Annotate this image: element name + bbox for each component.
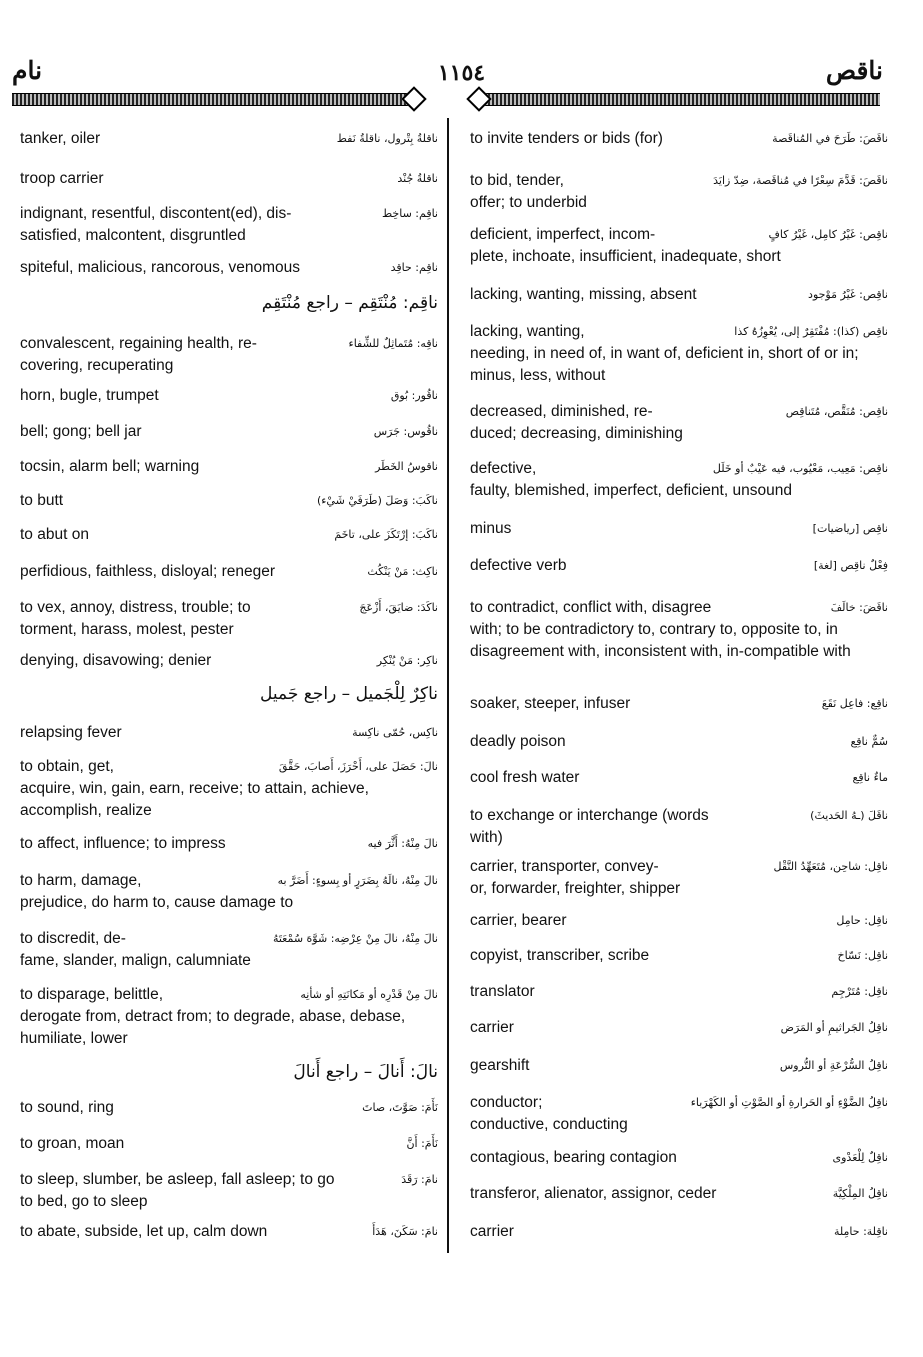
dictionary-entry xyxy=(470,170,888,214)
arabic-headword: نالَ: أَنالَ – راجع أَنالَ xyxy=(293,1062,438,1082)
english-definition xyxy=(470,767,888,789)
dictionary-entry xyxy=(20,456,438,478)
english-definition xyxy=(470,1147,888,1169)
arabic-headword: ناقِلُ الضَّوْءِ أو الحَرارةِ أو الصَّوْتِ أو الكَهْرَباء xyxy=(690,1096,888,1109)
definition-line: lacking, wanting, xyxy=(470,323,585,340)
english-definition xyxy=(20,385,438,407)
definition-line: to contradict, conflict with, disagree xyxy=(470,599,712,616)
english-definition xyxy=(20,650,438,672)
definition-line: to disparage, belittle, xyxy=(20,986,164,1003)
english-definition xyxy=(470,910,888,932)
dictionary-entry xyxy=(470,805,888,849)
definition-continuation: conductive, conducting xyxy=(470,1116,628,1133)
definition-line: to butt xyxy=(20,492,64,509)
definition-line: to exchange or interchange (words xyxy=(470,807,709,824)
arabic-headword: ناقِلُ المِلْكِيَّة xyxy=(832,1187,888,1200)
definition-continuation: torment, harass, molest, pester xyxy=(20,621,234,638)
arabic-headword: ناقِم: مُنْتَقِم – راجع مُنْتَقِم xyxy=(261,293,438,313)
definition-line: cool fresh water xyxy=(470,769,580,786)
dictionary-entry xyxy=(470,693,888,715)
arabic-headword: ناقلةُ جُنْد xyxy=(397,172,438,185)
definition-line: minus xyxy=(470,520,512,537)
definition-line: denying, disavowing; denier xyxy=(20,652,212,669)
english-definition xyxy=(20,1133,438,1155)
definition-line: tanker, oiler xyxy=(20,130,101,147)
dictionary-entry xyxy=(20,257,438,279)
definition-line: transferor, alienator, assignor, ceder xyxy=(470,1185,717,1202)
arabic-headword: نامَ: سَكَنَ، هَدَأَ xyxy=(372,1225,438,1238)
definition-line: conductor; xyxy=(470,1094,543,1111)
definition-line: translator xyxy=(470,983,535,1000)
definition-continuation: fame, slander, malign, calumniate xyxy=(20,952,251,969)
arabic-headword: ناقِل: شاحِن، مُتَعَهِّدُ النَّقْل xyxy=(773,860,888,873)
dictionary-entry xyxy=(20,833,438,855)
arabic-headword: ناكَبَ: إرْتَكَزَ على، تاخَمَ xyxy=(334,528,438,541)
arabic-headword: ناقِلُ السُّرْعَةِ أو التُّروس xyxy=(779,1059,888,1072)
arabic-headword: فِعْلٌ ناقِص [لغة] xyxy=(813,559,888,572)
definition-line: relapsing fever xyxy=(20,724,122,741)
dictionary-entry xyxy=(20,203,438,247)
definition-line: to sleep, slumber, be asleep, fall asleep; to go xyxy=(20,1171,335,1188)
definition-line: defective verb xyxy=(470,557,567,574)
definition-line: perfidious, faithless, disloyal; reneger xyxy=(20,563,276,580)
arabic-headword: سُمٌّ ناقِع xyxy=(850,735,888,748)
english-definition xyxy=(20,203,438,247)
arabic-headword: ناقِل: نَسّاخ xyxy=(837,949,888,962)
dictionary-entry xyxy=(20,683,438,707)
definition-line: to abate, subside, let up, calm down xyxy=(20,1223,268,1240)
definition-line: carrier xyxy=(470,1223,514,1240)
guide-word-left: نام xyxy=(12,56,43,85)
dictionary-entry xyxy=(470,284,888,306)
arabic-headword: ناقِل: مُتَرْجِم xyxy=(831,985,888,998)
definition-continuation: derogate from, detract from; to degrade, abase, debase, humiliate, lower xyxy=(20,1008,406,1047)
arabic-headword: ناكِر: مَنْ يُنْكِر xyxy=(376,654,438,667)
left-column xyxy=(20,0,438,1357)
definition-line: to groan, moan xyxy=(20,1135,125,1152)
dictionary-entry xyxy=(470,128,888,150)
arabic-headword: ناقَصَ: طَرَحَ في المُناقَصة xyxy=(772,132,888,145)
arabic-headword: ناقِم: ساخِط xyxy=(381,207,438,220)
english-definition xyxy=(470,981,888,1003)
arabic-headword: ناقِص (كذا): مُفْتَقِرٌ إلى، يُعْوِزُهُ كذا xyxy=(734,325,888,338)
dictionary-entry xyxy=(470,1017,888,1039)
dictionary-entry xyxy=(20,421,438,443)
definition-line: to abut on xyxy=(20,526,89,543)
arabic-headword: ناقوسُ الخَطَر xyxy=(375,460,438,473)
definition-continuation: acquire, win, gain, earn, receive; to attain, achieve, accomplish, realize xyxy=(20,780,369,819)
definition-line: contagious, bearing contagion xyxy=(470,1149,677,1166)
english-definition xyxy=(470,1183,888,1205)
arabic-headword: نالَ: حَصَلَ على، أَحْرَزَ، أَصابَ، حَقَّقَ xyxy=(278,760,438,773)
arabic-headword: ناكَبَ: وَصَلَ (طَرَفَيْ شَيْء) xyxy=(316,494,438,507)
arabic-headword: ناكِث: مَنْ يَنْكُث xyxy=(367,565,438,578)
dictionary-entry xyxy=(470,597,888,663)
arabic-headword: ناقِص [رياضيات] xyxy=(812,522,888,535)
definition-line: to harm, damage, xyxy=(20,872,142,889)
definition-line: defective, xyxy=(470,460,537,477)
dictionary-entry xyxy=(20,722,438,744)
definition-line: copyist, transcriber, scribe xyxy=(470,947,650,964)
definition-continuation: covering, recuperating xyxy=(20,357,174,374)
dictionary-entry xyxy=(20,292,438,316)
definition-line: tocsin, alarm bell; warning xyxy=(20,458,200,475)
dictionary-entry xyxy=(470,458,888,502)
definition-line: lacking, wanting, missing, absent xyxy=(470,286,697,303)
arabic-headword: ناقُوس: جَرَس xyxy=(373,425,438,438)
dictionary-entry xyxy=(20,561,438,583)
dictionary-entry xyxy=(20,1169,438,1213)
english-definition xyxy=(470,1221,888,1243)
arabic-headword: ناقِلة: حامِلة xyxy=(834,1225,888,1238)
dictionary-entry xyxy=(20,870,438,914)
definition-line: deadly poison xyxy=(470,733,566,750)
arabic-headword: ناقِص: مُنَقَّص، مُتَناقِص xyxy=(785,405,888,418)
definition-line: carrier, bearer xyxy=(470,912,567,929)
definition-line: decreased, diminished, re- xyxy=(470,403,653,420)
arabic-headword: ناقَصَ: قَدَّمَ سِعْرًا في مُناقَصة، ضِدّ زايَدَ xyxy=(713,174,888,187)
dictionary-entry xyxy=(20,1061,438,1085)
arabic-headword: ناقِص: غَيْرُ مَوْجود xyxy=(808,288,888,301)
definition-line: gearshift xyxy=(470,1057,530,1074)
definition-line: horn, bugle, trumpet xyxy=(20,387,159,404)
dictionary-entry xyxy=(470,401,888,445)
definition-continuation: duced; decreasing, diminishing xyxy=(470,425,683,442)
definition-line: bell; gong; bell jar xyxy=(20,423,142,440)
arabic-headword: نالَ مِنْ قَدْرِه أو مَكانَتِهِ أو شأنِه xyxy=(300,988,438,1001)
definition-line: soaker, steeper, infuser xyxy=(470,695,631,712)
definition-continuation: with) xyxy=(470,829,503,846)
arabic-headword: ناقَلَ (ـهُ الحَديثَ) xyxy=(810,809,888,822)
definition-line: to invite tenders or bids (for) xyxy=(470,130,663,147)
dictionary-entry xyxy=(20,756,438,822)
dictionary-entry xyxy=(470,224,888,268)
dictionary-entry xyxy=(470,910,888,932)
arabic-headword: ناقلةُ بِتْرول، ناقلةُ نَفط xyxy=(336,132,438,145)
arabic-headword: نَأَمَ: صَوَّتَ، صاتَ xyxy=(362,1101,438,1114)
definition-continuation: with; to be contradictory to, contrary to, opposite to, in disagreement with, inconsistent with, in-compatible with xyxy=(470,621,851,660)
definition-continuation: to bed, go to sleep xyxy=(20,1193,148,1210)
page-number: ١١٥٤ xyxy=(437,60,486,86)
english-definition xyxy=(20,168,438,190)
dictionary-entry xyxy=(20,928,438,972)
english-definition xyxy=(470,597,888,663)
dictionary-entry xyxy=(20,524,438,546)
definition-continuation: plete, inchoate, insufficient, inadequate, short xyxy=(470,248,781,265)
definition-line: to sound, ring xyxy=(20,1099,114,1116)
arabic-headword: ناقِلُ الجَراثيمِ أو المَرَض xyxy=(780,1021,888,1034)
dictionary-entry xyxy=(470,856,888,900)
definition-line: to vex, annoy, distress, trouble; to xyxy=(20,599,251,616)
arabic-headword: ناقِع: فاعِل نَقَعَ xyxy=(821,697,888,710)
definition-line: to obtain, get, xyxy=(20,758,114,775)
definition-line: to discredit, de- xyxy=(20,930,126,947)
arabic-headword: نامَ: رَقَدَ xyxy=(401,1173,438,1186)
english-definition xyxy=(20,1169,438,1213)
definition-line: indignant, resentful, discontent(ed), dis- xyxy=(20,205,292,222)
arabic-headword: ناقِل: حامِل xyxy=(836,914,888,927)
definition-line: carrier xyxy=(470,1019,514,1036)
dictionary-entry xyxy=(20,333,438,377)
arabic-headword: ناكِرٌ لِلْجَميل – راجع جَميل xyxy=(260,684,438,704)
arabic-headword: ناقِلٌ لِلْعَدْوى xyxy=(832,1151,888,1164)
dictionary-entry xyxy=(470,1092,888,1136)
arabic-headword: ناكِس، حُمّى ناكِسة xyxy=(352,726,438,739)
dictionary-entry xyxy=(470,1221,888,1243)
arabic-headword: ناقُور: بُوق xyxy=(390,389,438,402)
dictionary-entry xyxy=(20,490,438,512)
dictionary-entry xyxy=(20,984,438,1050)
dictionary-entry xyxy=(470,945,888,967)
definition-line: troop carrier xyxy=(20,170,104,187)
definition-continuation: faulty, blemished, imperfect, deficient, unsound xyxy=(470,482,792,499)
arabic-headword: ماءٌ ناقِع xyxy=(852,771,888,784)
definition-line: to affect, influence; to impress xyxy=(20,835,226,852)
guide-word-right: ناقص xyxy=(825,56,883,85)
dictionary-entry xyxy=(470,981,888,1003)
definition-continuation: offer; to underbid xyxy=(470,194,587,211)
dictionary-entry xyxy=(470,731,888,753)
arabic-headword: ناقِه: مُتَماثِلٌ للشِّفاء xyxy=(348,337,438,350)
definition-line: carrier, transporter, convey- xyxy=(470,858,659,875)
dictionary-entry xyxy=(470,518,888,540)
english-definition xyxy=(470,731,888,753)
dictionary-entry xyxy=(470,1183,888,1205)
arabic-headword: ناقِم: حاقِد xyxy=(390,261,438,274)
definition-line: spiteful, malicious, rancorous, venomous xyxy=(20,259,300,276)
arabic-headword: نالَ مِنْهُ: أَثَّرَ فيه xyxy=(367,837,438,850)
definition-line: convalescent, regaining health, re- xyxy=(20,335,257,352)
definition-line: to bid, tender, xyxy=(470,172,564,189)
dictionary-entry xyxy=(20,1221,438,1243)
dictionary-entry xyxy=(470,1147,888,1169)
dictionary-entry xyxy=(20,1097,438,1119)
arabic-headword: ناكَدَ: ضايَقَ، أَزْعَجَ xyxy=(359,601,438,614)
column-divider xyxy=(447,118,449,1253)
dictionary-entry xyxy=(20,1133,438,1155)
definition-continuation: satisfied, malcontent, disgruntled xyxy=(20,227,246,244)
arabic-headword: نَأَمَ: أَنَّ xyxy=(406,1137,438,1150)
arabic-headword: نالَ مِنْهُ، نالَهُ بِضَرَرٍ أو بِسوءٍ: أَضَرَّ به xyxy=(277,874,438,887)
arabic-headword: ناقَضَ: خالَفَ xyxy=(830,601,888,614)
definition-continuation: prejudice, do harm to, cause damage to xyxy=(20,894,294,911)
dictionary-entry xyxy=(20,597,438,641)
dictionary-entry xyxy=(470,767,888,789)
english-definition xyxy=(470,945,888,967)
arabic-headword: ناقِص: غَيْرُ كامِل، غَيْرُ كافٍ xyxy=(768,228,888,241)
dictionary-entry xyxy=(20,168,438,190)
definition-continuation: needing, in need of, in want of, deficient in, short of or in; minus, less, without xyxy=(470,345,859,384)
definition-continuation: or, forwarder, freighter, shipper xyxy=(470,880,681,897)
dictionary-entry xyxy=(470,321,888,387)
english-definition xyxy=(20,257,438,279)
dictionary-entry xyxy=(20,650,438,672)
dictionary-entry xyxy=(470,1055,888,1077)
dictionary-entry xyxy=(20,128,438,150)
arabic-headword: نالَ مِنْهُ، نالَ مِنْ عِرْضِه: شَوَّهَ سُمْعَتَهُ xyxy=(272,932,438,945)
dictionary-entry xyxy=(20,385,438,407)
right-column xyxy=(470,0,888,1357)
arabic-headword: ناقِص: مَعِيب، مَعْيُوب، فيه عَيْبٌ أو خَلَل xyxy=(712,462,888,475)
definition-line: deficient, imperfect, incom- xyxy=(470,226,656,243)
dictionary-entry xyxy=(470,555,888,577)
